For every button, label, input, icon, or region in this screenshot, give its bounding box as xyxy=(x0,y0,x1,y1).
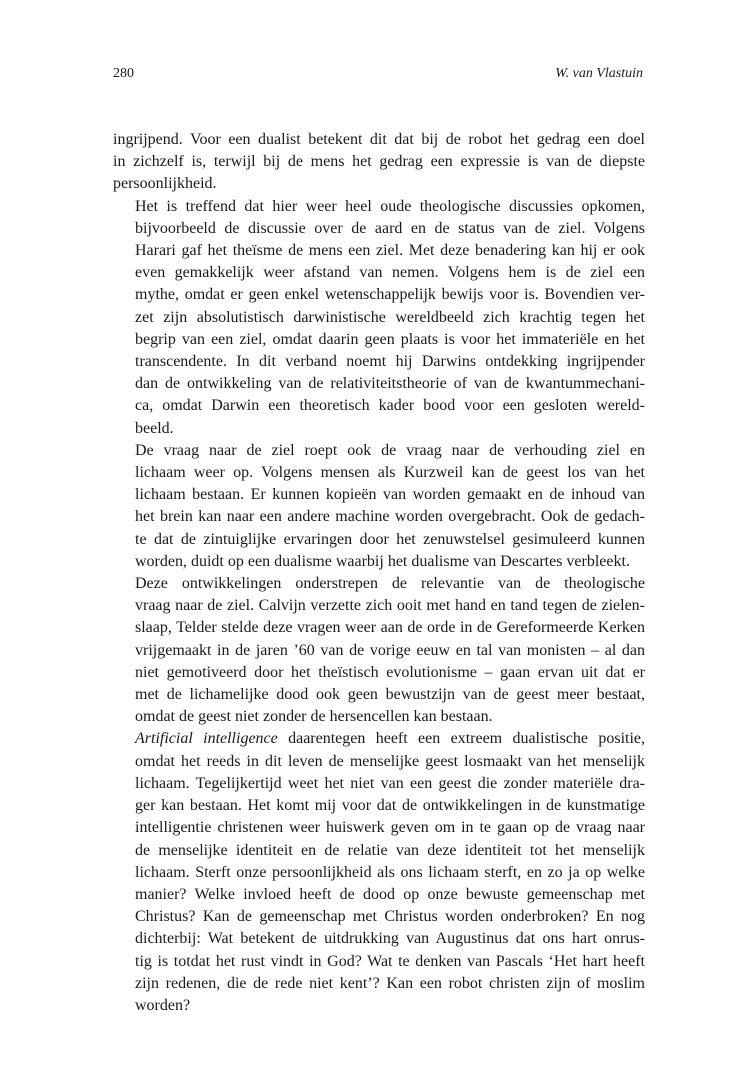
text-line: Christus? Kan de gemeenschap met Christus worden onderbroken? En nog xyxy=(135,908,645,926)
italic-term: Artificial intelligence xyxy=(135,730,278,748)
text-line: met de lichamelijke dood ook geen bewustzijn van de geest meer bestaat, xyxy=(135,686,645,704)
running-head xyxy=(113,64,643,84)
text-line: vrijgemaakt in de jaren ’60 van de vorige eeuw en tal van monisten – al dan xyxy=(135,641,645,659)
text-line: de menselijke identiteit en de relatie van deze identiteit tot het menselijk xyxy=(135,841,645,859)
text-line-rest: daarentegen heeft een extreem dualistische positie, xyxy=(277,730,645,748)
page-number: 280 xyxy=(113,66,134,81)
text-line: dichterbij: Wat betekent de uitdrukking van Augustinus dat ons hart onrus- xyxy=(135,930,645,948)
running-head-author: W. van Vlastuin xyxy=(555,66,643,81)
text-line: ingrijpend. Voor een dualist betekent dit dat bij de robot het gedrag een doel xyxy=(113,131,645,148)
text-line: Deze ontwikkelingen onderstrepen de relevantie van de theologische xyxy=(135,575,645,593)
text-line: De vraag naar de ziel roept ook de vraag naar de verhouding ziel en xyxy=(135,441,645,459)
text-line: beeld. xyxy=(135,419,174,437)
text-line: zijn redenen, die de rede niet kent’? Kan een robot christen zijn of moslim xyxy=(135,974,645,992)
text-line: Harari gaf het theïsme de mens een ziel. Met deze benadering kan hij er ook xyxy=(135,242,645,260)
text-line: slaap, Telder stelde deze vragen weer aan de orde in de Gereformeerde Kerken xyxy=(135,619,645,637)
text-line: in zichzelf is, terwijl bij de mens het gedrag een expressie is van de diepste xyxy=(113,153,645,171)
text-line: even gemakkelijk weer afstand van nemen. Volgens hem is de ziel een xyxy=(135,264,645,282)
text-line: worden? xyxy=(135,996,191,1014)
text-line: lichaam. Sterft onze persoonlijkheid als ons lichaam sterft, en zo ja op welke xyxy=(135,863,645,881)
body-text xyxy=(113,129,645,1017)
paragraph-p2 xyxy=(113,196,645,440)
paragraph-p5 xyxy=(113,728,645,1017)
text-line: zet zijn absolutistisch darwinistische wereldbeeld zich krachtig tegen het xyxy=(135,308,645,326)
text-line: lichaam weer op. Volgens mensen als Kurzweil kan de geest los van het xyxy=(135,464,645,482)
text-line: niet gemotiveerd door het theïstisch evolutionisme – gaan ervan uit dat er xyxy=(135,663,645,681)
paragraph-p3 xyxy=(113,440,645,573)
text-line: omdat het reeds in dit leven de menselijke geest losmaakt van het menselijk xyxy=(135,752,645,770)
text-line: Het is treffend dat hier weer heel oude theologische discussies opkomen, xyxy=(135,197,645,215)
text-line: omdat de geest niet zonder de hersencellen kan bestaan. xyxy=(135,708,493,726)
paragraph-p1 xyxy=(113,129,645,196)
text-line: het brein kan naar een andere machine worden overgebracht. Ook de gedach- xyxy=(135,508,645,526)
text-line: lichaam. Tegelijkertijd weet het niet van een geest die zonder materiële dra- xyxy=(135,774,645,792)
text-line: worden, duidt op een dualisme waarbij het dualisme van Descartes verbleekt. xyxy=(135,552,630,570)
text-line: ca, omdat Darwin een theoretisch kader bood voor een gesloten wereld- xyxy=(135,397,645,415)
text-line xyxy=(113,728,645,750)
text-line: intelligentie christenen weer huiswerk geven om in te gaan op de vraag naar xyxy=(135,819,645,837)
text-line: dan de ontwikkeling van de relativiteitstheorie of van de kwantummechani- xyxy=(135,375,645,393)
text-line: begrip van een ziel, omdat daarin geen plaats is voor het immateriële en het xyxy=(135,330,645,348)
text-line: te dat de zintuiglijke ervaringen door het zenuwstelsel gesimuleerd kunnen xyxy=(135,530,645,548)
text-line: manier? Welke invloed heeft de dood op onze bewuste gemeenschap met xyxy=(135,885,645,903)
paragraph-p4 xyxy=(113,573,645,728)
text-line: lichaam bestaan. Er kunnen kopieën van worden gemaakt en de inhoud van xyxy=(135,486,645,504)
text-line: transcendente. In dit verband noemt hij Darwins ontdekking ingrijpender xyxy=(135,353,645,371)
text-line: tig is totdat het rust vindt in God? Wat te denken van Pascals ‘Het hart heeft xyxy=(135,952,645,970)
text-line: mythe, omdat er geen enkel wetenschappelijk bewijs voor is. Bovendien ver- xyxy=(135,286,645,304)
text-line: ger kan bestaan. Het komt mij voor dat de ontwikkelingen in de kunstmatige xyxy=(135,797,645,815)
text-line: bijvoorbeeld de discussie over de aard en de status van de ziel. Volgens xyxy=(135,219,645,237)
text-line: persoonlijkheid. xyxy=(113,175,217,193)
text-line: vraag naar de ziel. Calvijn verzette zich ooit met hand en tand tegen de zielen- xyxy=(135,597,645,615)
